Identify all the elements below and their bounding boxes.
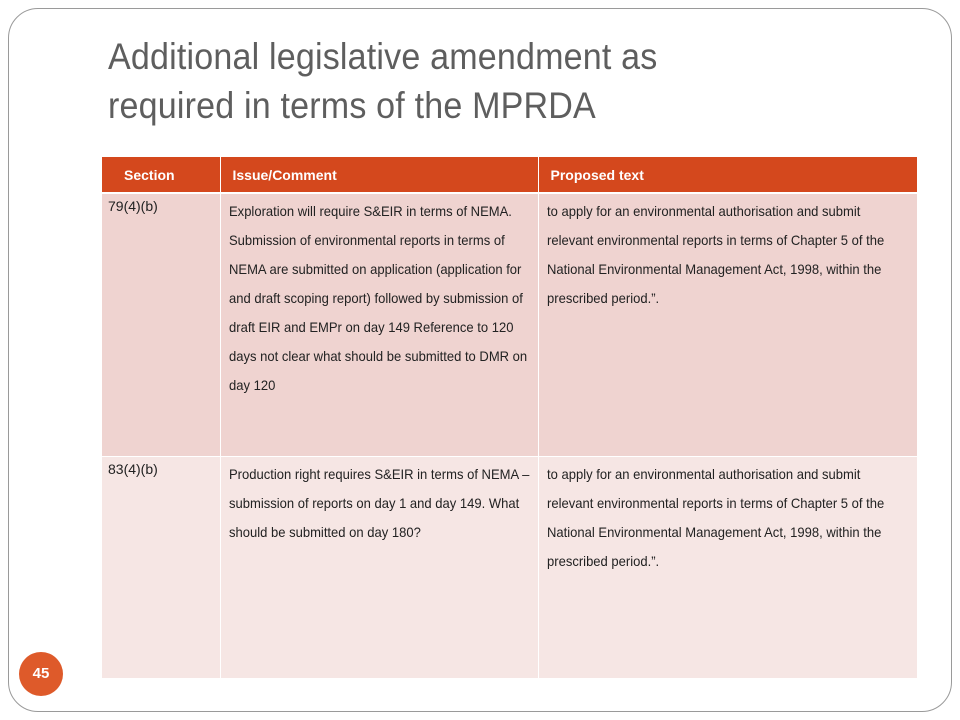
cell-proposed-text-content: to apply for an environmental authorisation and submit relevant environmental reports in terms of Chapter 5 of the National Environmental Management Act, 1998, within the prescribed period.”. — [546, 465, 884, 569]
cell-issue — [220, 193, 538, 456]
table-row — [102, 456, 917, 678]
cell-section: 83(4)(b) — [102, 456, 220, 678]
slide-title-line-2: required in terms of the MPRDA — [108, 85, 596, 126]
cell-issue — [220, 456, 538, 678]
header-issue-comment: Issue/Comment — [220, 157, 538, 193]
header-section: Section — [102, 157, 220, 193]
header-proposed-text: Proposed text — [538, 157, 917, 193]
slide-title-line-1: Additional legislative amendment as — [108, 36, 658, 77]
cell-issue-text: Production right requires S&EIR in terms of NEMA – submission of reports on day 1 and day 149. What should be submitted on day 180? — [228, 465, 529, 540]
cell-issue-text: Exploration will require S&EIR in terms of NEMA. Submission of environmental reports in terms of NEMA are submitted on application (application for and draft scoping report) followed by submission of draft EIR and EMPr on day 149 Reference to 120 days not clear what should be submitted to DMR on day 120 — [228, 203, 527, 393]
page-number-badge: 45 — [19, 652, 63, 696]
slide-title — [108, 32, 844, 130]
cell-proposed-text — [538, 193, 917, 456]
table-row — [102, 193, 917, 456]
table-header-row — [102, 157, 917, 193]
amendment-table — [102, 157, 917, 678]
amendment-table-container — [102, 157, 917, 679]
cell-proposed-text — [538, 456, 917, 678]
cell-proposed-text-content: to apply for an environmental authorisation and submit relevant environmental reports in terms of Chapter 5 of the National Environmental Management Act, 1998, within the prescribed period.”. — [546, 203, 884, 306]
cell-section: 79(4)(b) — [102, 193, 220, 456]
